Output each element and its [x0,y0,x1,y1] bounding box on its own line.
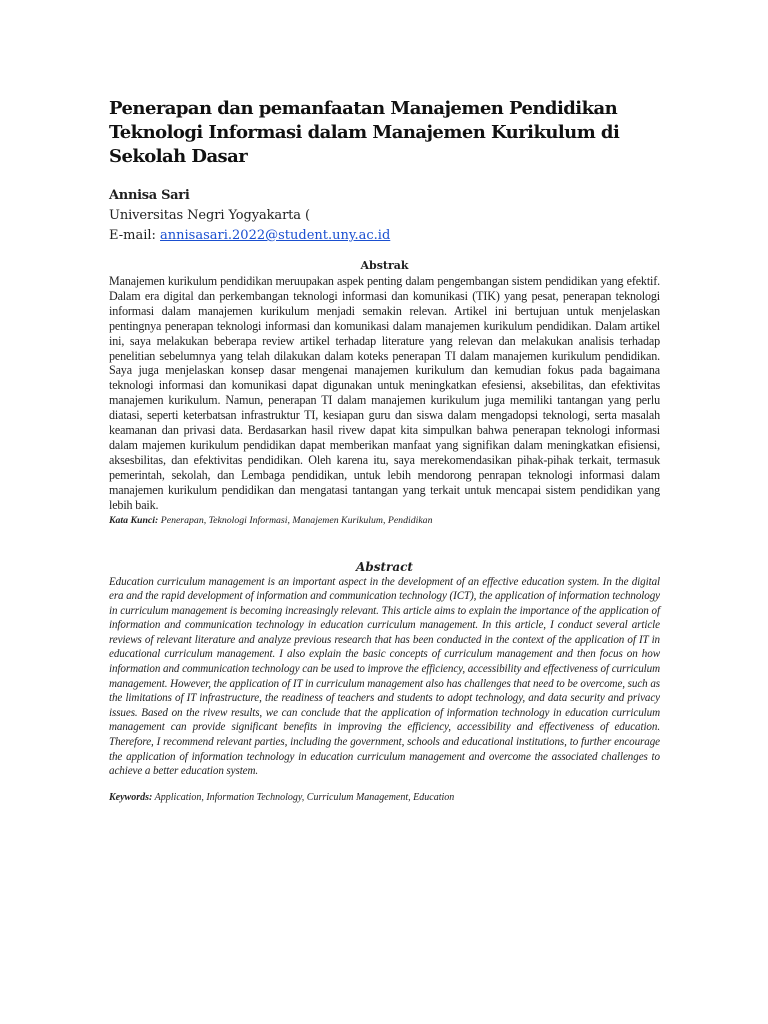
abstract-body: Education curriculum management is an important aspect in the development of an effective education system. In the digital era and the rapid development of information and communication technology (ICT), the application of information technology in curriculum management is becoming increasingly relevant. This article aims to explain the importance of the application of information and communication technology in education curriculum management. In this article, I conduct several article reviews of relevant literature and analyze previous research that has been conducted in the context of the application of IT in educational curriculum management. I also explain the basic concepts of curriculum management and then focus on how information and communication technology can be used to improve the efficiency, accessibility and effectiveness of curriculum management. However, the application of IT in curriculum management also has challenges that need to be overcome, such as the limitations of IT infrastructure, the readiness of teachers and students to adopt technology, and data security and privacy issues. Based on the rivew results, we can conclude that the application of information technology in education curriculum management can provide significant benefits in improving the efficiency, accessibility and effectiveness of education. Therefore, I recommend relevant parties, including the government, schools and educational institutions, to further encourage the application of information technology in education curriculum management and overcome the associated challenges to achieve a better education system. [109,575,660,778]
abstrak-keywords [109,514,660,528]
email-label: E-mail: [109,228,161,243]
abstract-heading: Abstract [356,559,413,574]
abstract-keywords [109,791,660,805]
email-link[interactable]: annisasari.2022@student.uny.ac.id [160,228,391,243]
keywords-value: Application, Information Technology, Curriculum Management, Education [152,791,455,803]
author-block [109,186,660,246]
author-name: Annisa Sari [109,188,190,203]
kata-kunci-value: Penerapan, Teknologi Informasi, Manajemen Kurikulum, Pendidikan [158,514,433,526]
author-email-line [109,226,660,246]
keywords-label: Keywords: [109,791,153,803]
paper-title: Penerapan dan pemanfaatan Manajemen Pendidikan Teknologi Informasi dalam Manajemen Kurikulum di Sekolah Dasar [109,98,620,167]
abstrak-heading: Abstrak [360,259,409,272]
author-affiliation: Universitas Negri Yogyakarta ( [109,208,310,223]
kata-kunci-label: Kata Kunci: [109,514,159,526]
abstrak-body: Manajemen kurikulum pendidikan meruupakan aspek penting dalam pengembangan sistem pendidikan yang efektif. Dalam era digital dan perkembangan teknologi informasi dan komunikasi (TIK) yang pesat, penerapan teknologi informasi dalam manajemen kurikulum menjadi semakin relevan. Artikel ini bertujuan untuk menjelaskan pentingnya penerapan teknologi informasi dan komunikasi dalam manajemen kurikulum pendidikan. Dalam artikel ini, saya melakukan beberapa review artikel terhadap literature yang relevan dan melakukan analisis terhadap penelitian sebelumnya yang telah dilakukan dalam koteks penerapan TI dalam manajemen kurikulum pendidikan. Saya juga menjelaskan konsep dasar mengenai manajemen kurikulum dan kemudian fokus pada bagaimana teknologi informasi dan komunikasi dapat digunakan untuk meningkatkan efesiensi, aksebilitas, dan efektivitas manajemen kurikulum. Namun, penerapan TI dalam manajemen kurikulum juga memiliki tantangan yang perlu diatasi, seperti keterbatsan infrastruktur TI, kesiapan guru dan siswa dalam mengadopsi teknologi, serta masalah keamanan dan privasi data. Berdasarkan hasil rivew dapat kita simpulkan bahwa penerapan teknologi informasi dalam majemen kurikulum pendidikan dapat memberikan manfaat yang signifikan dalam meningkatkan efisiensi, aksesbilitas, dan efektivitas pendidikan. Oleh karena itu, saya merekomendasikan pihak-pihak terkait, termasuk pemerintah, sekolah, dan Lembaga pendidikan, untuk lebih mendorong penrapan teknologi informasi dalam manajemen kurikulum pendidikan dan mengatasi tantangan yang terkait untuk mencapai sistem pendidikan yang lebih baik. [109,274,660,512]
